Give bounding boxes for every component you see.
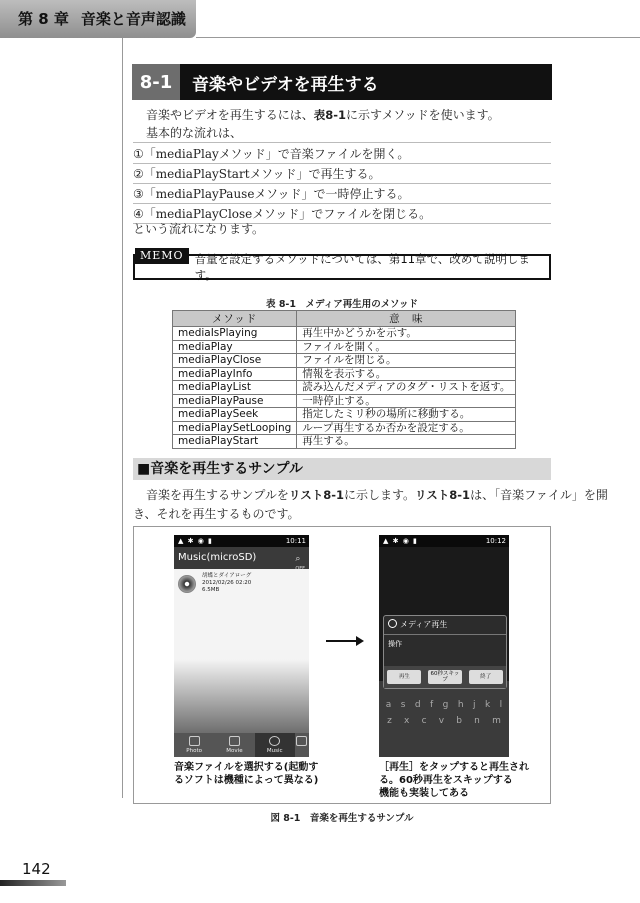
tab-photo[interactable]: Photo	[174, 733, 214, 757]
memo-text: 音量を設定するメソッドについては、第11章で、改めて説明します。	[194, 252, 530, 282]
keyboard-key[interactable]: k	[484, 700, 491, 710]
exit-button[interactable]: 終了	[469, 670, 503, 684]
method-meaning-cell: ループ再生するか否かを設定する。	[297, 421, 516, 435]
table-row	[173, 340, 516, 354]
keyboard-key[interactable]: s	[400, 700, 406, 710]
method-name-cell: mediaPlay	[173, 340, 297, 354]
keyboard-key[interactable]: v	[438, 716, 445, 726]
method-meaning-cell: ファイルを閉じる。	[297, 354, 516, 368]
media-play-dialog	[383, 615, 507, 689]
table-row	[173, 367, 516, 381]
method-meaning-cell: 情報を表示する。	[297, 367, 516, 381]
tab-more[interactable]	[295, 733, 309, 757]
flow-step-4: ④「mediaPlayCloseメソッド」でファイルを閉じる。	[133, 207, 432, 221]
page-number: 142	[22, 860, 51, 878]
status-time: 10:11	[285, 537, 306, 545]
method-meaning-cell: 指定したミリ秒の場所に移動する。	[297, 408, 516, 422]
listing-reference: リスト8-1	[288, 488, 344, 502]
method-name-cell: mediaPlaySeek	[173, 408, 297, 422]
method-name-cell: mediaPlaySetLooping	[173, 421, 297, 435]
keyboard-key[interactable]: g	[442, 700, 449, 710]
keyboard-key[interactable]: m	[492, 716, 501, 726]
intro-paragraph-line1: 音楽やビデオを再生するには、表8-1に示すメソッドを使います。	[146, 108, 500, 122]
method-name-cell: mediaPlayList	[173, 381, 297, 395]
phone-screenshot-playback-dialog	[379, 535, 509, 757]
keyboard-row	[379, 697, 509, 713]
dialog-message: 操作	[388, 640, 402, 648]
divider	[133, 203, 551, 204]
divider	[133, 183, 551, 184]
play-button[interactable]: 再生	[387, 670, 421, 684]
figure-caption-right: ［再生］をタップすると再生され る。60秒再生をスキップする 機能も実装してある	[379, 762, 529, 799]
method-meaning-cell: 再生中かどうかを示す。	[297, 327, 516, 341]
app-title: Music(microSD)	[178, 552, 257, 563]
status-bar	[174, 535, 309, 547]
disc-icon[interactable]	[178, 575, 196, 593]
keyboard-key[interactable]: d	[414, 700, 421, 710]
keyboard-key[interactable]: c	[421, 716, 427, 726]
movie-icon	[229, 736, 240, 746]
figure-caption-left: 音楽ファイルを選択する(起動す るソフトは機種によって異なる)	[174, 762, 319, 786]
photo-icon	[189, 736, 200, 746]
track-size: 6.5MB	[202, 587, 220, 593]
intro-paragraph-line2: 基本的な流れは、	[146, 126, 243, 140]
flow-conclusion: という流れになります。	[133, 222, 265, 236]
search-icon[interactable]: ⌕	[295, 554, 301, 564]
keyboard-key[interactable]: h	[457, 700, 464, 710]
section-number: 8-1	[132, 64, 180, 100]
tab-movie[interactable]: Movie	[214, 733, 254, 757]
page-number-bar	[0, 880, 66, 886]
table-row	[173, 408, 516, 422]
table-row	[173, 381, 516, 395]
figure-caption: 図 8-1 音楽を再生するサンプル	[270, 813, 414, 824]
memo-box	[133, 249, 551, 282]
music-icon	[269, 736, 280, 746]
method-meaning-cell: 読み込んだメディアのタグ・リストを返す。	[297, 381, 516, 395]
header-rule	[196, 37, 640, 38]
divider	[133, 163, 551, 164]
flow-step-2: ②「mediaPlayStartメソッド」で再生する。	[133, 167, 381, 181]
table-header-meaning: 意 味	[297, 311, 516, 327]
table-row	[173, 327, 516, 341]
dialog-title: メディア再生	[384, 616, 506, 635]
method-name-cell: mediaPlayStart	[173, 435, 297, 449]
method-name-cell: mediaPlayClose	[173, 354, 297, 368]
tab-music[interactable]: Music	[255, 733, 295, 757]
section-title-bar	[132, 64, 552, 100]
dialog-buttons	[384, 666, 506, 688]
media-icon	[388, 619, 397, 628]
table-reference: 表8-1	[313, 108, 347, 122]
table-header-row	[173, 311, 516, 327]
status-time: 10:12	[485, 537, 506, 545]
music-list	[174, 569, 309, 733]
keyboard-key[interactable]: f	[430, 700, 434, 710]
keyboard-key[interactable]: x	[404, 716, 410, 726]
more-icon	[296, 736, 307, 746]
subsection-heading: ■音楽を再生するサンプル	[133, 458, 551, 480]
method-meaning-cell: 再生する。	[297, 435, 516, 449]
table-row	[173, 354, 516, 368]
chapter-number: 第 8 章	[18, 10, 69, 28]
list-item[interactable]	[202, 573, 251, 594]
keyboard-key[interactable]: b	[456, 716, 462, 726]
bottom-tab-bar	[174, 733, 309, 757]
track-title: 胡蝶とダイアローグ	[202, 573, 252, 579]
status-icons: ▲ ✱ ◉ ▮	[383, 537, 418, 545]
memo-label: MEMO	[135, 248, 189, 264]
figure-frame	[133, 526, 551, 804]
method-name-cell: mediaPlayPause	[173, 394, 297, 408]
table-header-method: メソッド	[173, 311, 297, 327]
method-name-cell: mediaPlayInfo	[173, 367, 297, 381]
margin-rule	[122, 38, 123, 798]
method-name-cell: mediaIsPlaying	[173, 327, 297, 341]
status-icons: ▲ ✱ ◉ ▮	[178, 537, 213, 545]
keyboard-row	[379, 713, 509, 729]
keyboard-key[interactable]: l	[499, 700, 503, 710]
chapter-header-tab	[0, 0, 196, 38]
listing-reference: リスト8-1	[415, 488, 471, 502]
method-meaning-cell: 一時停止する。	[297, 394, 516, 408]
section-title: 音楽やビデオを再生する	[192, 74, 379, 95]
phone-screenshot-music-list	[174, 535, 309, 757]
flow-step-1: ①「mediaPlayメソッド」で音楽ファイルを開く。	[133, 147, 410, 161]
table-row	[173, 421, 516, 435]
skip-60s-button[interactable]: 60秒スキップ	[428, 670, 462, 684]
soft-keyboard	[379, 681, 509, 757]
keyboard-key[interactable]: j	[472, 700, 476, 710]
status-bar	[379, 535, 509, 547]
track-date: 2012/02/26 02:20	[202, 580, 252, 586]
keyboard-key[interactable]: a	[385, 700, 392, 710]
sample-paragraph-line2: き、それを再生するものです。	[133, 507, 300, 521]
chapter-title: 音楽と音声認識	[80, 10, 186, 28]
method-table	[172, 310, 516, 449]
keyboard-key[interactable]: z	[387, 716, 392, 726]
app-title-bar	[174, 547, 309, 569]
divider	[133, 142, 551, 143]
sample-paragraph-line1: 音楽を再生するサンプルをリスト8-1に示します。リスト8-1は、「音楽ファイル」を開	[146, 488, 608, 502]
arrow-right-icon	[326, 640, 362, 642]
keyboard-key[interactable]: n	[474, 716, 480, 726]
table-row	[173, 394, 516, 408]
flow-step-3: ③「mediaPlayPauseメソッド」で一時停止する。	[133, 187, 410, 201]
table-row	[173, 435, 516, 449]
table-caption: 表 8-1 メディア再生用のメソッド	[266, 299, 418, 310]
method-meaning-cell: ファイルを開く。	[297, 340, 516, 354]
